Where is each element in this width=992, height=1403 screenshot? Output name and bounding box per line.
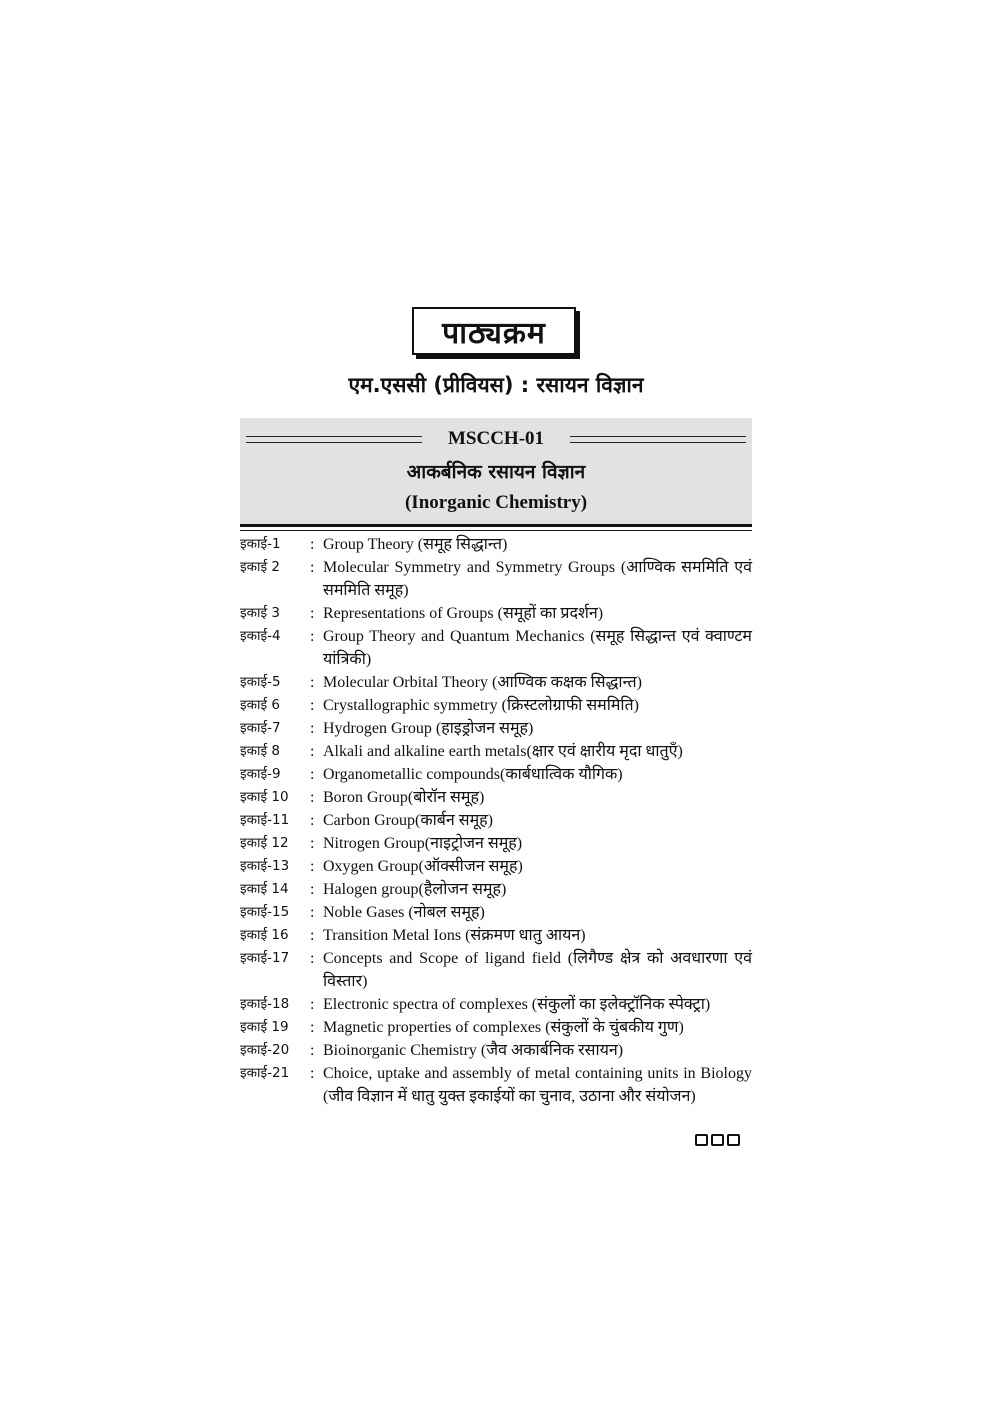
unit-separator: :	[310, 1065, 315, 1082]
header-bottom-rule	[240, 524, 752, 531]
list-item	[240, 717, 752, 740]
course-title-english: (Inorganic Chemistry)	[404, 492, 588, 513]
unit-label: इकाई 16	[240, 927, 289, 943]
list-item	[240, 533, 752, 556]
unit-title: Molecular Orbital Theory (आण्विक कक्षक सिद्धान्त)	[323, 674, 642, 691]
unit-separator: :	[310, 743, 315, 760]
page-title: पाठ्यक्रम	[412, 307, 576, 355]
unit-title: Representations of Groups (समूहों का प्रदर्शन)	[323, 605, 604, 622]
unit-title: Concepts and Scope of ligand field (लिगैण्ड क्षेत्र को अवधारणा एवं विस्तार)	[323, 950, 752, 990]
unit-separator: :	[310, 789, 315, 806]
left-double-rule	[246, 436, 422, 443]
unit-label: इकाई 8	[240, 743, 281, 759]
unit-title: Organometallic compounds(कार्बधात्विक यौगिक)	[323, 766, 623, 783]
unit-label: इकाई 6	[240, 697, 281, 713]
list-item	[240, 602, 752, 625]
unit-title: Group Theory and Quantum Mechanics (समूह सिद्धान्त एवं क्वाण्टम यांत्रिकी)	[323, 628, 752, 668]
square-icon	[727, 1134, 740, 1146]
end-mark-icon	[695, 1134, 740, 1146]
unit-label: इकाई-4	[240, 628, 281, 644]
unit-title: Molecular Symmetry and Symmetry Groups (आण्विक सममिति एवं सममिति समूह)	[323, 559, 752, 599]
unit-title: Nitrogen Group(नाइट्रोजन समूह)	[323, 835, 523, 852]
unit-label: इकाई-7	[240, 720, 281, 736]
unit-title: Bioinorganic Chemistry (जैव अकार्बनिक रसायन)	[323, 1042, 624, 1059]
unit-title: Halogen group(हैलोजन समूह)	[323, 881, 507, 898]
unit-separator: :	[310, 536, 315, 553]
unit-label: इकाई-5	[240, 674, 281, 690]
list-item	[240, 901, 752, 924]
unit-separator: :	[310, 835, 315, 852]
list-item	[240, 556, 752, 602]
unit-label: इकाई-1	[240, 536, 281, 552]
unit-title: Magnetic properties of complexes (संकुलों के चुंबकीय गुण)	[323, 1019, 684, 1036]
unit-separator: :	[310, 1019, 315, 1036]
list-item	[240, 809, 752, 832]
unit-separator: :	[310, 720, 315, 737]
unit-separator: :	[310, 605, 315, 622]
course-code-row	[240, 426, 752, 452]
unit-separator: :	[310, 766, 315, 783]
unit-label: इकाई 12	[240, 835, 289, 851]
square-icon	[695, 1134, 708, 1146]
list-item	[240, 671, 752, 694]
unit-title: Alkali and alkaline earth metals(क्षार एवं क्षारीय मृदा धातुएँ)	[323, 743, 683, 760]
program-subtitle: एम.एससी (प्रीवियस) : रसायन विज्ञान	[348, 373, 644, 397]
unit-label: इकाई 2	[240, 559, 281, 575]
unit-title: Group Theory (समूह सिद्धान्त)	[323, 536, 508, 553]
course-code: MSCCH-01	[447, 428, 545, 449]
list-item	[240, 740, 752, 763]
unit-separator: :	[310, 812, 315, 829]
unit-separator: :	[310, 858, 315, 875]
unit-title: Oxygen Group(ऑक्सीजन समूह)	[323, 858, 523, 875]
unit-label: इकाई-17	[240, 950, 290, 966]
unit-separator: :	[310, 904, 315, 921]
right-double-rule	[570, 436, 746, 443]
unit-label: इकाई 3	[240, 605, 281, 621]
unit-label: इकाई 19	[240, 1019, 289, 1035]
list-item	[240, 947, 752, 993]
unit-label: इकाई-9	[240, 766, 281, 782]
unit-title: Electronic spectra of complexes (संकुलों का इलेक्ट्रॉनिक स्पेक्ट्रा)	[323, 996, 711, 1013]
unit-label: इकाई-21	[240, 1065, 290, 1081]
unit-separator: :	[310, 996, 315, 1013]
list-item	[240, 625, 752, 671]
unit-title: Transition Metal Ions (संक्रमण धातु आयन)	[323, 927, 586, 944]
unit-label: इकाई 14	[240, 881, 289, 897]
course-title-hindi: आकर्बनिक रसायन विज्ञान	[406, 461, 586, 483]
list-item	[240, 1016, 752, 1039]
unit-title: Hydrogen Group (हाइड्रोजन समूह)	[323, 720, 534, 737]
list-item	[240, 878, 752, 901]
unit-separator: :	[310, 628, 315, 645]
list-item	[240, 855, 752, 878]
list-item	[240, 786, 752, 809]
unit-label: इकाई-18	[240, 996, 290, 1012]
unit-separator: :	[310, 1042, 315, 1059]
list-item	[240, 993, 752, 1016]
square-icon	[711, 1134, 724, 1146]
unit-separator: :	[310, 881, 315, 898]
unit-title: Noble Gases (नोबल समूह)	[323, 904, 485, 921]
unit-label: इकाई-13	[240, 858, 290, 874]
list-item	[240, 924, 752, 947]
list-item	[240, 763, 752, 786]
unit-separator: :	[310, 674, 315, 691]
list-item	[240, 832, 752, 855]
unit-title: Choice, uptake and assembly of metal containing units in Biology (जीव विज्ञान में धातु युक्त इकाईयों का चुनाव, उठाना और संयोजन)	[323, 1065, 752, 1105]
list-item	[240, 694, 752, 717]
unit-separator: :	[310, 927, 315, 944]
unit-list	[240, 533, 752, 1108]
unit-label: इकाई-15	[240, 904, 290, 920]
list-item	[240, 1039, 752, 1062]
unit-label: इकाई-11	[240, 812, 290, 828]
unit-title: Crystallographic symmetry (क्रिस्टलोग्राफी सममिति)	[323, 697, 640, 714]
unit-separator: :	[310, 950, 315, 967]
unit-label: इकाई-20	[240, 1042, 290, 1058]
course-header	[240, 418, 752, 524]
unit-title: Boron Group(बोरॉन समूह)	[323, 789, 485, 806]
unit-title: Carbon Group(कार्बन समूह)	[323, 812, 493, 829]
unit-separator: :	[310, 697, 315, 714]
unit-separator: :	[310, 559, 315, 576]
list-item	[240, 1062, 752, 1108]
unit-label: इकाई 10	[240, 789, 289, 805]
